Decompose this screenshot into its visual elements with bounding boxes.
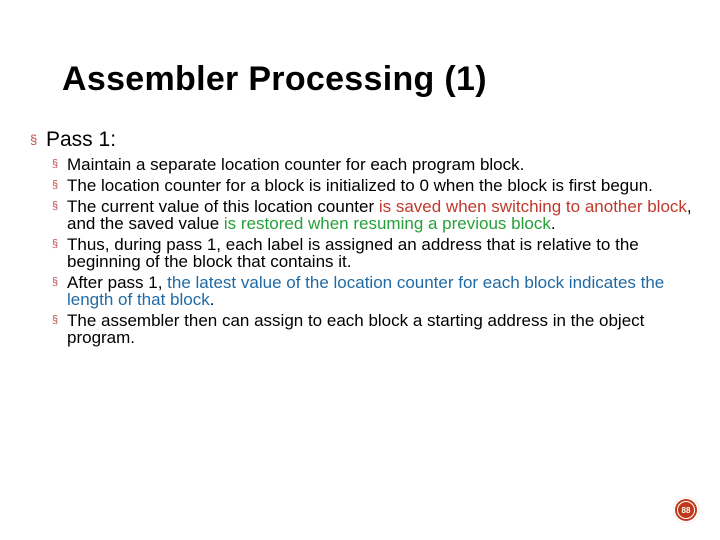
list-item: [52, 177, 692, 194]
list-item-text: , and the saved value: [67, 197, 692, 233]
pass1-sublist: [52, 156, 692, 350]
pass1-label: Pass 1:: [46, 128, 117, 151]
square-bullet-icon: §: [52, 179, 59, 191]
list-item-text: After pass 1,: [67, 273, 168, 292]
level1-bullet-pass1: [30, 128, 116, 152]
page-number: 88: [677, 501, 695, 519]
square-bullet-icon: §: [52, 238, 59, 250]
list-item: [52, 236, 692, 270]
square-bullet-icon: §: [30, 132, 38, 147]
highlight-saved-when-switching: is saved when switching to another block: [378, 197, 687, 216]
list-item-text: .: [550, 214, 556, 233]
list-item: [52, 274, 692, 308]
list-item: [52, 198, 692, 232]
page-number-badge: [673, 497, 699, 523]
list-item: [52, 312, 692, 346]
square-bullet-icon: §: [52, 314, 59, 326]
square-bullet-icon: §: [52, 276, 59, 288]
highlight-block-length: the latest value of the location counter for each block indicates the length of that block: [67, 273, 665, 309]
square-bullet-icon: §: [52, 200, 59, 212]
list-item-text: The current value of this location counter: [67, 197, 379, 216]
highlight-restored-when-resuming: is restored when resuming a previous block: [223, 214, 551, 233]
list-item-text: Maintain a separate location counter for each program block.: [67, 155, 525, 174]
list-item-text: The assembler then can assign to each block a starting address in the object program.: [67, 311, 645, 347]
list-item-text: .: [209, 290, 215, 309]
square-bullet-icon: §: [52, 158, 59, 170]
list-item-text: Thus, during pass 1, each label is assigned an address that is relative to the beginning of the block that contains it.: [67, 235, 639, 271]
list-item-text: The location counter for a block is initialized to 0 when the block is first begun.: [67, 176, 653, 195]
slide-title: Assembler Processing (1): [62, 60, 487, 98]
list-item: [52, 156, 692, 173]
